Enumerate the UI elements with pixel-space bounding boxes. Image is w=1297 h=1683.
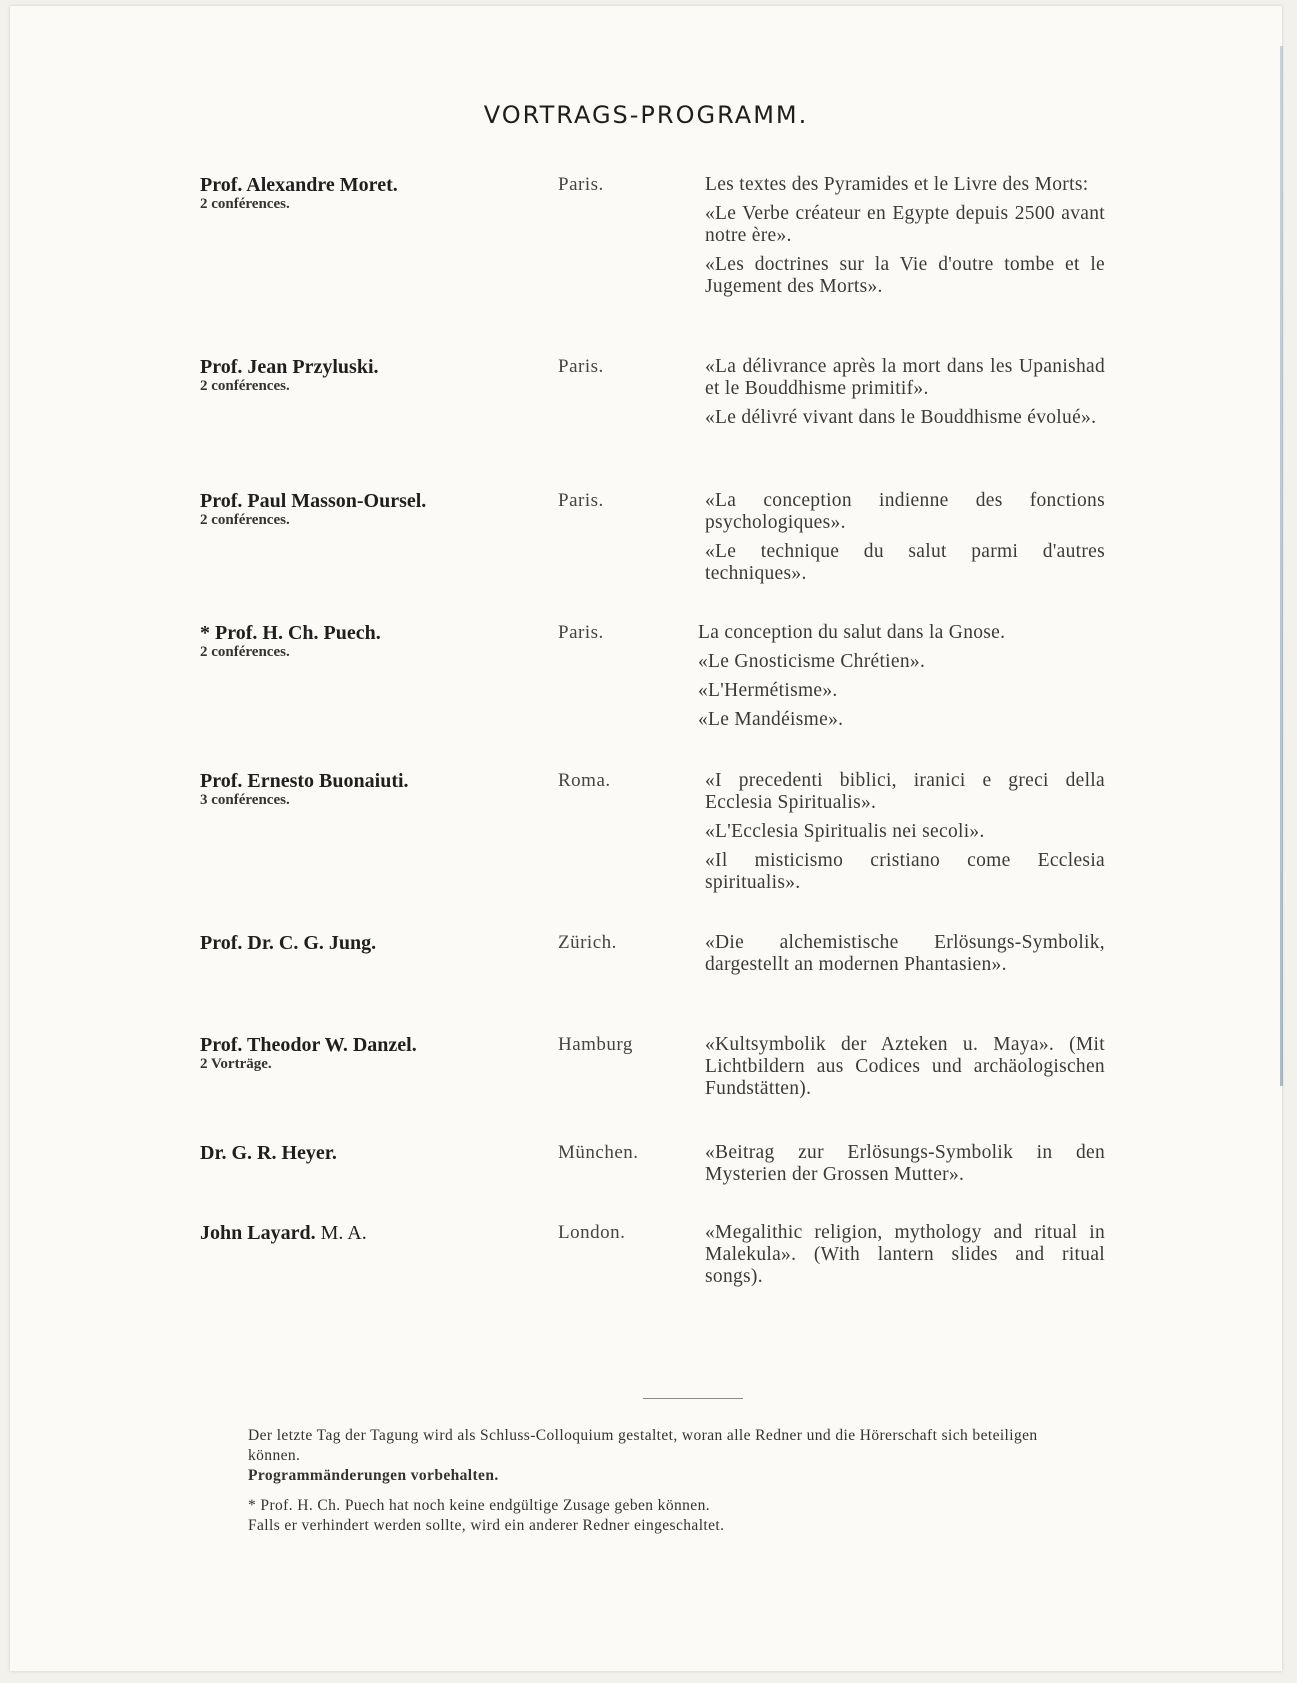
speaker-city: Paris. bbox=[558, 174, 604, 195]
speaker-topics bbox=[705, 174, 1105, 305]
topic: «I precedenti biblici, iranici e greci della Ecclesia Spiritualis». bbox=[705, 770, 1105, 813]
speaker-topics bbox=[705, 1142, 1105, 1193]
speaker-name: Prof. Dr. C. G. Jung. bbox=[200, 932, 377, 954]
speaker-name: * Prof. H. Ch. Puech. bbox=[200, 622, 381, 644]
topic: «Megalithic religion, mythology and ritual in Malekula». (With lantern slides and ritual songs). bbox=[705, 1222, 1105, 1287]
speaker-city: Hamburg bbox=[558, 1034, 633, 1055]
topic: «Il misticismo cristiano come Ecclesia spiritualis». bbox=[705, 850, 1105, 893]
topic: «Le Mandéisme». bbox=[698, 709, 844, 730]
speaker-name: Prof. Paul Masson-Oursel. bbox=[200, 490, 427, 512]
footer-footnote-continued: Falls er verhindert werden sollte, wird ein anderer Redner eingeschaltet. bbox=[248, 1517, 725, 1534]
speaker-city: London. bbox=[558, 1222, 626, 1243]
topic: «Le Verbe créateur en Egypte depuis 2500 avant notre ère». bbox=[705, 203, 1105, 246]
speaker-city: Paris. bbox=[558, 622, 604, 643]
speaker-name: Prof. Jean Przyluski. bbox=[200, 356, 379, 378]
footer-notes bbox=[248, 1426, 1078, 1536]
speaker-city: Zürich. bbox=[558, 932, 617, 953]
topic: «Die alchemistische Erlösungs-Symbolik, dargestellt an modernen Phantasien». bbox=[705, 932, 1105, 975]
topic: «La conception indienne des fonctions psychologiques». bbox=[705, 490, 1105, 533]
topic: «Beitrag zur Erlösungs-Symbolik in den Mysterien der Grossen Mutter». bbox=[705, 1142, 1105, 1185]
page-edge-stain bbox=[1280, 46, 1283, 1086]
speaker-name: Prof. Theodor W. Danzel. bbox=[200, 1034, 417, 1056]
topic: «La délivrance après la mort dans les Upanishad et le Bouddhisme primitif». bbox=[705, 356, 1105, 399]
speaker-topics bbox=[698, 622, 1118, 738]
speaker-lecture-count: 2 conférences. bbox=[200, 196, 290, 212]
speaker-lecture-count: 3 conférences. bbox=[200, 792, 290, 808]
speaker-lecture-count: 2 Vorträge. bbox=[200, 1056, 272, 1072]
document-page bbox=[10, 6, 1282, 1671]
topic: «Le délivré vivant dans le Bouddhisme évolué». bbox=[705, 407, 1097, 428]
speaker-city: München. bbox=[558, 1142, 639, 1163]
footer-colloquium-note: Der letzte Tag der Tagung wird als Schluss-Colloquium gestaltet, woran alle Redner und die Hörerschaft sich beteiligen können. bbox=[248, 1427, 1038, 1464]
speaker-name: John Layard. bbox=[200, 1222, 316, 1244]
speaker-lecture-count: 2 conférences. bbox=[200, 512, 290, 528]
speaker-lecture-count: 2 conférences. bbox=[200, 378, 290, 394]
speaker-name: Prof. Ernesto Buonaiuti. bbox=[200, 770, 409, 792]
speaker-city: Roma. bbox=[558, 770, 611, 791]
speaker-name-row bbox=[200, 1222, 540, 1244]
speaker-city: Paris. bbox=[558, 356, 604, 377]
topic: La conception du salut dans la Gnose. bbox=[698, 622, 1006, 643]
topic: Les textes des Pyramides et le Livre des Morts: bbox=[705, 174, 1089, 195]
topic: «Le Gnosticisme Chrétien». bbox=[698, 651, 926, 672]
speaker-name: Dr. G. R. Heyer. bbox=[200, 1142, 337, 1164]
speaker-degree: M. A. bbox=[315, 1222, 367, 1244]
speaker-topics bbox=[705, 490, 1105, 592]
speaker-topics bbox=[705, 356, 1105, 436]
topic: «Kultsymbolik der Azteken u. Maya». (Mit Lichtbildern aus Codices und archäologischen Fundstätten). bbox=[705, 1034, 1105, 1099]
footer-footnote: * Prof. H. Ch. Puech hat noch keine endgültige Zusage geben können. bbox=[248, 1497, 710, 1514]
speaker-topics bbox=[705, 932, 1105, 983]
speaker-name: Prof. Alexandre Moret. bbox=[200, 174, 398, 196]
speaker-city: Paris. bbox=[558, 490, 604, 511]
topic: «Le technique du salut parmi d'autres techniques». bbox=[705, 541, 1105, 584]
speaker-topics bbox=[705, 1222, 1105, 1295]
topic: «L'Hermétisme». bbox=[698, 680, 838, 701]
footer-changes-reserved: Programmänderungen vorbehalten. bbox=[248, 1467, 499, 1484]
speaker-topics bbox=[705, 770, 1105, 901]
topic: «L'Ecclesia Spiritualis nei secoli». bbox=[705, 821, 985, 842]
speaker-topics bbox=[705, 1034, 1105, 1107]
topic: «Les doctrines sur la Vie d'outre tombe et le Jugement des Morts». bbox=[705, 254, 1105, 297]
section-divider bbox=[643, 1398, 743, 1399]
page-title: VORTRAGS-PROGRAMM. bbox=[483, 101, 809, 129]
speaker-lecture-count: 2 conférences. bbox=[200, 644, 290, 660]
